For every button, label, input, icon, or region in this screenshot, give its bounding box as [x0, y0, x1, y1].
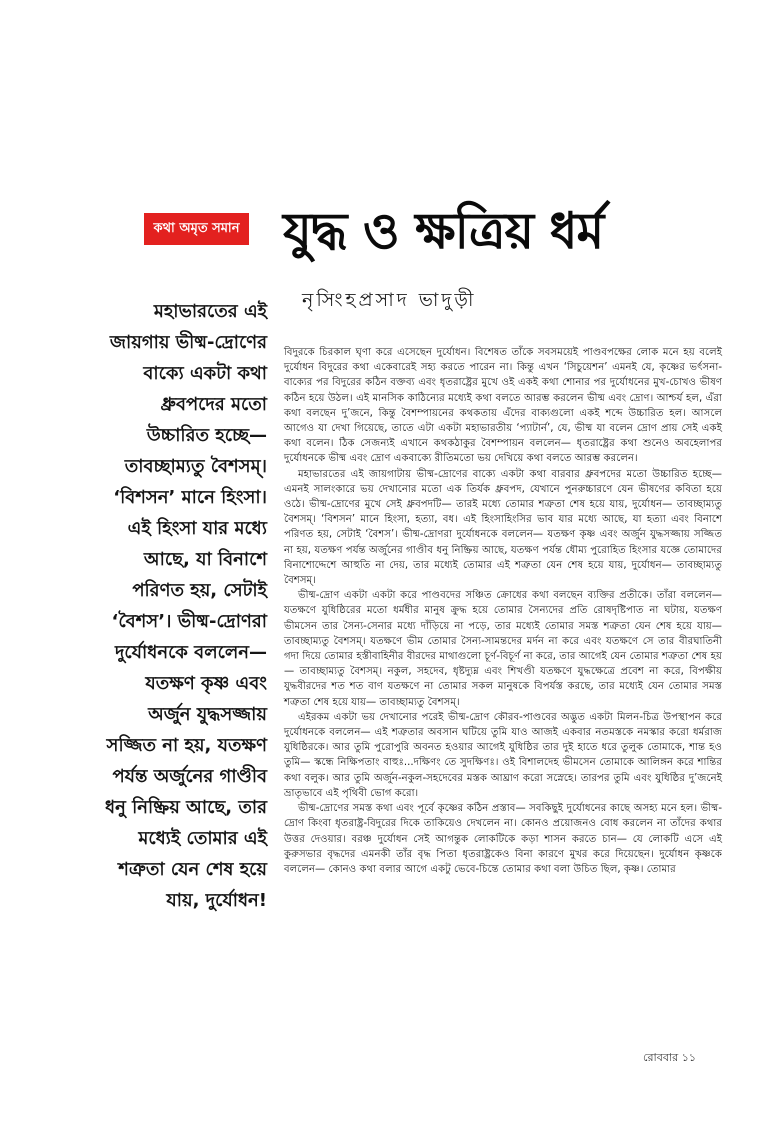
pull-quote: [42, 296, 267, 916]
pull-quote-line: জায়গায় ভীষ্ম-দ্রোণের: [109, 332, 267, 353]
pull-quote-line: ‘বৈশস’। ভীষ্ম-দ্রোণরা: [111, 611, 267, 632]
pull-quote-line: তাবচ্ছাম্যতু বৈশসম্।: [124, 456, 267, 477]
pull-quote-line: যতক্ষণ কৃষ্ণ এবং: [145, 673, 267, 694]
body-paragraph: এইরকম একটা ভয় দেখানোর পরেই ভীষ্ম-দ্রোণ কৌরব-পাণ্ডবের অদ্ভুত একটা মিলন-চিত্র উপস্থাপন করে দুর্যোধনকে বললেন— এই শত্রুতার অবসান ঘটিয়ে তুমি যাও আজই একবার নতমস্তকে নমস্কার করো ধর্মরাজ যুধিষ্ঠিরকে। আর তুমি পুরোপুরি অবনত হওয়ার আগেই যুধিষ্ঠির তার দুই হাতে ধরে তুলুক তোমাকে, শান্ত হও তুমি— স্কন্ধে নিক্ষিপতাং বাহুঃ...দক্ষিণং তে সুদক্ষিণঃ। ওই বিশালদেহ ভীমসেন তোমাকে আলিঙ্গন করে শান্তির কথা বলুক। আর তুমি অর্জুন-নকুল-সহদেবের মস্তক আঘ্রাণ করো সস্নেহে। তারপর তুমি এবং যুধিষ্ঠির দু’জনেই ভ্রাতৃভাবে এই পৃথিবী ভোগ করো।: [284, 711, 722, 799]
body-paragraph: ভীষ্ম-দ্রোণের সমস্ত কথা এবং পূর্বে কৃষ্ণের কঠিন প্রস্তাব— সবকিছুই দুর্যোধনের কাছে অসহ্য মনে হল। ভীষ্ম-দ্রোণ কিংবা ধৃতরাষ্ট্র-বিদুরের দিকে তাকিয়েও দেখলেন না। কোনও প্রয়োজনও বোধ করলেন না তাঁদের কথার উত্তর দেওয়ার। বরঞ্চ দুর্যোধন সেই আগন্তুক লোকটিকে কড়া শাসন করতে চান— যে লোকটি এসে এই কুরুসভার বৃদ্ধদের এমনকী তাঁর বৃদ্ধ পিতা ধৃতরাষ্ট্রকেও বিনা কারণে মুখর করে দিয়েছেন। দুর্যোধন কৃষ্ণকে বললেন— কোনও কথা বলার আগে একটু ভেবে-চিন্তে তোমার কথা বলা উচিত ছিল, কৃষ্ণ। তোমার: [284, 803, 722, 875]
page-folio: রোববার ১১: [643, 1051, 696, 1064]
pull-quote-line: শত্রুতা যেন শেষ হয়ে: [118, 859, 267, 880]
pull-quote-line: ধনু নিষ্ক্রিয় আছে, তার: [104, 797, 267, 818]
section-tag: কথা অমৃত সমান: [144, 213, 249, 245]
pull-quote-line: যায়, দুর্যোধন!: [166, 890, 267, 911]
pull-quote-line: ধ্রুবপদের মতো: [160, 394, 267, 415]
body-paragraph: মহাভারতের এই জায়গাটায় ভীষ্ম-দ্রোণের বাক্যে একটা কথা বারবার ধ্রুবপদের মতো উচ্চারিত হচ্ছে— এমনই সালংকারে ভয় দেখানোর মতো এক তির্যক ধ্রুবপদ, যেখানে পুনরুচ্চারণে যেন ভীষণের কবিতা হয়ে ওঠে। ভীষ্ম-দ্রোণের মুখে সেই ধ্রুবপদটি— তারই মধ্যে তোমার শত্রুতা শেষ হয়ে যায়, দুর্যোধন— তাবচ্ছাম্যতু বৈশসম্। ‘বিশসন’ মানে হিংসা, হত্যা, বধ। এই হিংসাহিংসির ভাব যার মধ্যে আছে, যা হত্যা এবং বিনাশে পরিণত হয়, সেটাই ‘বৈশস’। ভীষ্ম-দ্রোণরা দুর্যোধনকে বললেন— যতক্ষণ কৃষ্ণ এবং অর্জুন যুদ্ধসজ্জায় সজ্জিত না হয়, যতক্ষণ পর্যন্ত অর্জুনের গাণ্ডীব ধনু নিষ্ক্রিয় আছে, যতক্ষণ পর্যন্ত ধৌম্য পুরোহিত হিংসার যজ্ঞে তোমাদের বিনাশোদ্দেশে আহুতি না দেয়, তার মধ্যেই তোমার এই শত্রুতা যেন শেষ হয়ে যায়, দুর্যোধন— তাবচ্ছাম্যতু বৈশসম্।: [284, 468, 722, 587]
pull-quote-line: ‘বিশসন’ মানে হিংসা।: [113, 487, 267, 508]
pull-quote-line: মধ্যেই তোমার এই: [138, 828, 267, 849]
article-title: যুদ্ধ ও ক্ষত্রিয় ধর্ম: [283, 202, 604, 260]
pull-quote-line: এই হিংসা যার মধ্যে: [127, 518, 267, 539]
article-body: [284, 345, 722, 877]
pull-quote-line: পর্যন্ত অর্জুনের গাণ্ডীব: [112, 766, 267, 787]
pull-quote-line: মহাভারতের এই: [153, 301, 267, 322]
body-paragraph: ভীষ্ম-দ্রোণ একটা একটা করে পাণ্ডবদের সঞ্চিত ক্রোধের কথা বলছেন ব্যক্তির প্রতীকে। তাঁরা বললেন— যতক্ষণে যুধিষ্ঠিরের মতো ধর্মধীর মানুষ ক্রুদ্ধ হয়ে তোমার সৈন্যদের প্রতি রোষদৃষ্টিপাত না ঘটায়, যতক্ষণ ভীমসেন তার সৈন্য-সেনার মধ্যে দাঁড়িয়ে না পড়ে, তার মধ্যেই তোমার সমস্ত শত্রুতা যেন শেষ হয়ে যায়— তাবচ্ছাম্যতু বৈশসম্। যতক্ষণে ভীম তোমার সৈন্য-সামন্তদের মর্দন না করে এবং যতক্ষণে সে তার বীরঘাতিনী গদা দিয়ে তোমার হস্তীবাহিনীর বীরদের মাথাগুলো চূর্ণ-বিচূর্ণ না করে, তার আগেই যেন তোমার শত্রুতা শেষ হয়— তাবচ্ছাম্যতু বৈশসম্। নকুল, সহদেব, ধৃষ্টদ্যুম্ন এবং শিখণ্ডী যতক্ষণে যুদ্ধক্ষেত্রে প্রবেশ না করে, বিপক্ষীয় যুদ্ধবীরদের শত শত বাণ যতক্ষণে না তোমার সকল মানুষকে বিপর্যস্ত করছে, তার মধ্যেই যেন তোমার সমস্ত শত্রুতা শেষ হয়ে যায়— তাবচ্ছাম্যতু বৈশসম্।: [284, 590, 722, 708]
pull-quote-line: দুর্যোধনকে বললেন—: [114, 642, 267, 663]
pull-quote-line: অর্জুন যুদ্ধসজ্জায়: [148, 704, 267, 725]
pull-quote-line: আছে, যা বিনাশে: [143, 549, 267, 570]
pull-quote-line: উচ্চারিত হচ্ছে—: [146, 425, 267, 446]
pull-quote-line: সজ্জিত না হয়, যতক্ষণ: [106, 735, 267, 756]
pull-quote-line: বাক্যে একটা কথা: [143, 363, 267, 384]
pull-quote-line: পরিণত হয়, সেটাই: [132, 580, 267, 601]
author-byline: নৃসিংহপ্রসাদ ভাদুড়ী: [302, 289, 477, 311]
body-paragraph: বিদুরকে চিরকাল ঘৃণা করে এসেছেন দুর্যোধন। বিশেষত তাঁকে সবসময়েই পাণ্ডবপক্ষের লোক মনে হয় বলেই দুর্যোধন বিদুরের কথা একেবারেই সহ্য করতে পারেন না। কিন্তু এখন ‘সিচুয়েশন’ এমনই যে, কৃষ্ণের ভর্ৎসনা-বাক্যের পর বিদুরের কঠিন বক্তব্য এবং ধৃতরাষ্ট্রের মুখে ওই একই কথা শোনার পর দুর্যোধনের মুখ-চোখও ভীষণ কঠিন হয়ে উঠল। এই মানসিক কাঠিন্যের মধ্যেই কথা বলতে আরম্ভ করলেন ভীষ্ম এবং দ্রোণ। আশ্চর্য হল, এঁরা কথা বলছেন দু’জনে, কিন্তু বৈশম্পায়নের কথকতায় এঁদের বাক্যগুলো একই শব্দে উচ্চারিত হল। আসলে আগেও যা দেখা গিয়েছে, তাতে এটা একটা মহাভারতীয় ‘প্যাটার্ন’, যে, ভীষ্ম যা বলেন দ্রোণ প্রায় সেই একই কথা বলেন। ঠিক সেজন্যই এখানে কথকঠাকুর বৈশম্পায়ন বললেন— ধৃতরাষ্ট্রের কথা শুনেও অবহেলাপর দুর্যোধনকে ভীষ্ম এবং দ্রোণ একবাক্যে রীতিমতো ভয় দেখিয়ে কথা বলতে আরম্ভ করলেন।: [284, 347, 722, 465]
